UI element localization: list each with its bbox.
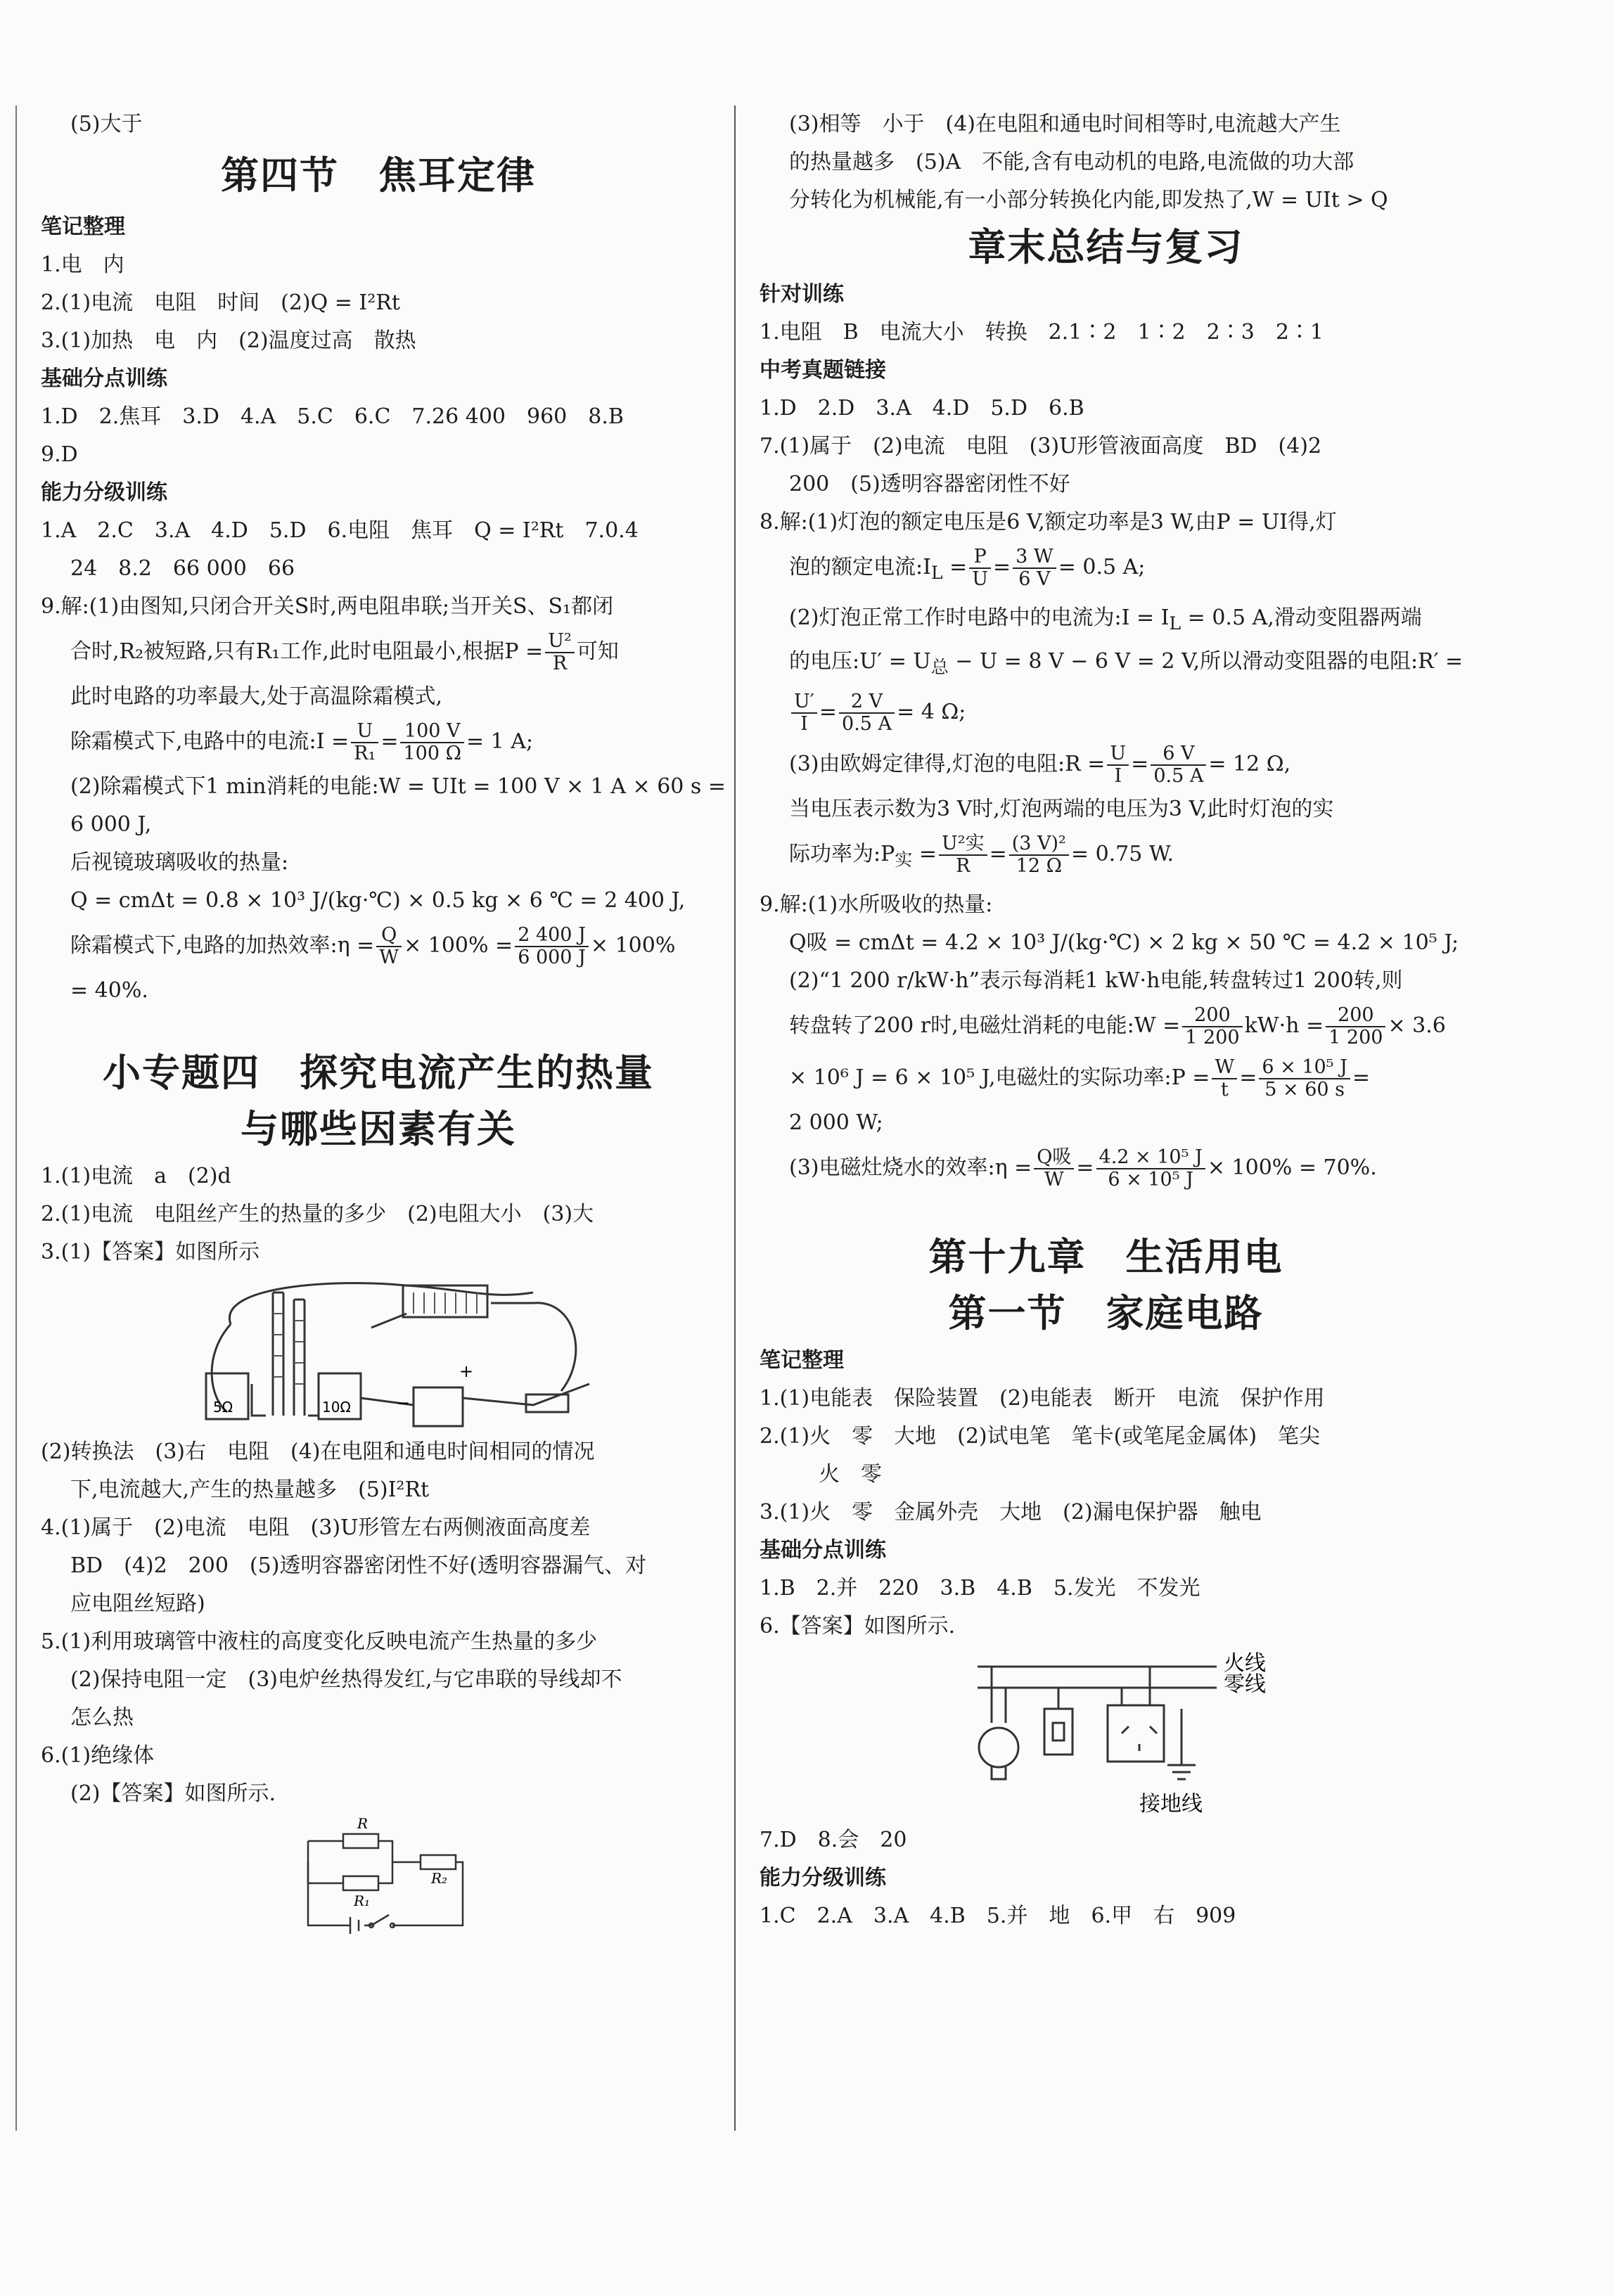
column-divider [734, 105, 736, 2131]
answer-line: (3)相等 小于 (4)在电阻和通电时间相等时,电流越大产生 [789, 112, 1341, 136]
answer-line: 1.电 内 [41, 252, 124, 277]
answer-line: 1.(1)电流 a (2)d [41, 1164, 231, 1188]
fraction: $\frac{Q}{W}$ [376, 925, 402, 968]
answer-line: 当电压表示数为3 V时,灯泡两端的电压为3 V,此时灯泡的实 [789, 797, 1334, 821]
answer-line: (3)电磁灶烧水的效率:η = $\frac{\text{Q吸}}{W}$ = $\frac{\text{4.2 × 10⁵ J}}{\text{6 × 10⁵ J}}$ × 100% = 70%. [789, 1146, 1377, 1191]
answer-line: (2)“1 200 r/kW·h”表示每消耗1 kW·h电能,转盘转过1 200转,则 [789, 968, 1403, 993]
fraction: $\frac{U}{I}$ [1107, 743, 1129, 787]
answer-line: 除霜模式下,电路中的电流:I = $\frac{U}{\text{R₁}}$ = $\frac{100 V}{100 \Omega}$ = 1 A; [70, 720, 534, 764]
answer-line: 2.(1)电流 电阻 时间 (2)Q = I²Rt [41, 290, 400, 315]
answer-line: 2.(1)电流 电阻丝产生的热量的多少 (2)电阻大小 (3)大 [41, 1202, 594, 1226]
right-column [760, 105, 1464, 1935]
fraction: $\frac{200}{1 200}$ [1182, 1005, 1242, 1048]
fraction: $\frac{6 V}{0.5 A}$ [1151, 743, 1206, 787]
basic-heading: 基础分点训练 [760, 1538, 886, 1563]
fig-label: R₁ [354, 1892, 371, 1909]
answer-line: 1.D 2.D 3.A 4.D 5.D 6.B [760, 396, 1084, 421]
target-heading: 针对训练 [760, 282, 844, 307]
fig-label: 5Ω [213, 1399, 233, 1416]
answer-line: Q吸 = cmΔt = 4.2 × 10³ J/(kg·℃) × 2 kg × 50 ℃ = 4.2 × 10⁵ J; [789, 930, 1459, 955]
ability-heading: 能力分级训练 [41, 480, 167, 505]
answer-line: 24 8.2 66 000 66 [70, 556, 295, 581]
ability-heading: 能力分级训练 [760, 1866, 886, 1890]
answer-line: BD (4)2 200 (5)透明容器密闭性不好(透明容器漏气、对 [70, 1553, 647, 1578]
notes-heading: 笔记整理 [760, 1348, 844, 1373]
answer-line: (2)灯泡正常工作时电路中的电流为:I = $I_L = 0.5$ A,滑动变阻器两端 [789, 605, 1422, 634]
basic-heading: 基础分点训练 [41, 366, 167, 391]
fraction: $\frac{100 V}{100 \Omega}$ [400, 721, 464, 764]
fraction: $\frac{\text{Q吸}}{W}$ [1034, 1147, 1074, 1191]
answer-line: 合时,R₂被短路,只有R₁工作,此时电阻最小,根据P = $\frac{\text{U²}}{R}$ 可知 [70, 630, 619, 674]
fig-label: 10Ω [322, 1399, 351, 1416]
fraction: $\frac{200}{1 200}$ [1326, 1005, 1385, 1048]
answer-line: (2)保持电阻一定 (3)电炉丝热得发红,与它串联的导线却不 [70, 1667, 622, 1692]
answer-line: 8.解:(1)灯泡的额定电压是6 V,额定功率是3 W,由P = UI得,灯 [760, 510, 1337, 534]
fraction: $\frac{3 W}{6 V}$ [1013, 546, 1056, 590]
answer-line: $\frac{U'}{I}$ = $\frac{2 V}{0.5 A}$ = 4 Ω; [760, 686, 1452, 738]
answer-line: 9.解:(1)由图知,只闭合开关S时,两电阻串联;当开关S、S₁都闭 [41, 594, 614, 619]
answer-line: 1.C 2.A 3.A 4.B 5.并 地 6.甲 右 909 [760, 1904, 1236, 1928]
answer-line: Q = cmΔt = 0.8 × 10³ J/(kg·℃) × 0.5 kg × 6 ℃ = 2 400 J, [70, 888, 686, 913]
topic-title-line2: 与哪些因素有关 [241, 1107, 516, 1151]
fig-label-ground-wire: 接地线 [1139, 1792, 1203, 1816]
fraction: $\frac{P}{U}$ [969, 546, 991, 590]
topic-title-line1: 小专题四 探究电流产生的热量 [103, 1051, 654, 1095]
answer-line: 的热量越多 (5)A 不能,含有电动机的电路,电流做的功大部 [789, 150, 1354, 174]
answer-line: 7.(1)属于 (2)电流 电阻 (3)U形管液面高度 BD (4)2 [760, 434, 1322, 458]
answer-line: 6.(1)绝缘体 [41, 1743, 155, 1768]
circuit-diagram-figure [41, 1813, 716, 1939]
answer-line: 应电阻丝短路) [70, 1591, 205, 1616]
answer-line: 6 000 J, [70, 812, 152, 837]
answer-line: 泡的额定电流$:I_L$ = $\frac{P}{U}$ = $\frac{3 W}{6 V}$ = 0.5 A; [789, 546, 1146, 590]
answer-line: 1.电阻 B 电流大小 转换 2.1∶2 1∶2 2∶3 2∶1 [760, 320, 1324, 345]
household-wiring-figure [760, 1646, 1452, 1821]
fig-label: + [459, 1361, 474, 1381]
fig-label: R₂ [431, 1870, 448, 1887]
answer-line: 1.A 2.C 3.A 4.D 5.D 6.电阻 焦耳 Q = I²Rt 7.0.4 [41, 518, 639, 543]
fraction: $\frac{2 400 J}{6 000 J}$ [515, 925, 589, 968]
chapter-title: 第十九章 生活用电 [928, 1235, 1283, 1279]
answer-line: 转盘转了200 r时,电磁灶消耗的电能:W = $\frac{200}{1 200}$ kW·h = $\frac{200}{1 200}$ × 3.6 [789, 1004, 1446, 1048]
answer-line: 9.解:(1)水所吸收的热量: [760, 892, 993, 917]
fraction: $\frac{U}{\text{R₁}}$ [351, 721, 378, 764]
answer-line: 3.(1)加热 电 内 (2)温度过高 散热 [41, 328, 416, 353]
answer-line: 的电压:U′ = $U_总 - U = 8$ V − 6 V = 2 V,所以滑动变阻器的电阻:R′ = [789, 649, 1464, 677]
answer-line: = 40%. [70, 978, 148, 1003]
answer-line: 4.(1)属于 (2)电流 电阻 (3)U形管左右两侧液面高度差 [41, 1515, 591, 1540]
left-column [41, 105, 726, 1939]
answer-line: 分转化为机械能,有一小部分转换化内能,即发热了,W = UIt > Q [789, 188, 1388, 212]
answer-line: (3)由欧姆定律得,灯泡的电阻:R = $\frac{U}{I}$ = $\frac{6 V}{0.5 A}$ = 12 Ω, [789, 743, 1291, 787]
answer-line: 9.D [41, 442, 78, 467]
notes-heading: 笔记整理 [41, 214, 125, 239]
answer-line: (2)除霜模式下1 min消耗的电能:W = UIt = 100 V × 1 A × 60 s = [70, 774, 726, 799]
exam-heading: 中考真题链接 [760, 358, 886, 383]
answer-line: 3.(1)【答案】如图所示 [41, 1240, 260, 1264]
answer-line: 此时电路的功率最大,处于高温除霜模式, [70, 684, 443, 709]
answer-line: 1.(1)电能表 保险装置 (2)电能表 断开 电流 保护作用 [760, 1386, 1325, 1411]
answer-line: 2 000 W; [789, 1110, 883, 1135]
answer-line: (5)大于 [70, 112, 143, 136]
answer-line: 6.【答案】如图所示. [760, 1614, 956, 1638]
section-title-joule-law: 第四节 焦耳定律 [221, 153, 536, 198]
fraction: $\frac{\text{4.2 × 10⁵ J}}{\text{6 × 10⁵ J}}$ [1096, 1147, 1205, 1191]
answer-line: 后视镜玻璃吸收的热量: [70, 850, 289, 875]
answer-line: 火 零 [819, 1462, 882, 1487]
answer-line: 200 (5)透明容器密闭性不好 [789, 472, 1070, 496]
experiment-apparatus-figure [41, 1271, 716, 1433]
answer-line: 1.D 2.焦耳 3.D 4.A 5.C 6.C 7.26 400 960 8.B [41, 404, 624, 429]
fraction: $\frac{W}{t}$ [1212, 1057, 1237, 1101]
answer-line: 下,电流越大,产生的热量越多 (5)I²Rt [70, 1477, 430, 1502]
fraction: $\frac{\text{6 × 10⁵ J}}{5 \times 60 s}$ [1259, 1057, 1350, 1101]
fraction: $\frac{U'}{I}$ [791, 691, 817, 735]
answer-line: (2)【答案】如图所示. [70, 1781, 276, 1806]
left-margin-rule [15, 105, 17, 2131]
fig-label-live-wire: 火线 [1224, 1651, 1266, 1676]
answer-line: (2)转换法 (3)右 电阻 (4)在电阻和通电时间相同的情况 [41, 1439, 595, 1464]
answer-line: 7.D 8.会 20 [760, 1828, 907, 1852]
fraction: $\frac{2 V}{0.5 A}$ [839, 691, 895, 735]
fraction: $\frac{\text{U²}}{R}$ [545, 631, 575, 674]
fig-label: − [396, 1393, 411, 1413]
answer-line: × 10⁶ J = 6 × 10⁵ J,电磁灶的实际功率:P = $\frac{W}{t}$ = $\frac{\text{6 × 10⁵ J}}{5 \times 60 s}$ = [789, 1056, 1371, 1101]
answer-line: 1.B 2.并 220 3.B 4.B 5.发光 不发光 [760, 1576, 1200, 1601]
fig-label-neutral-wire: 零线 [1224, 1672, 1266, 1697]
chapter-review-title: 章末总结与复习 [968, 225, 1244, 269]
fraction: $\frac{\text{U²实}}{R}$ [939, 833, 987, 877]
answer-line: 除霜模式下,电路的加热效率:η = $\frac{Q}{W}$ × 100% = $\frac{2 400 J}{6 000 J}$ × 100% [70, 924, 676, 968]
answer-line: 5.(1)利用玻璃管中液柱的高度变化反映电流产生热量的多少 [41, 1629, 598, 1654]
answer-line: 怎么热 [70, 1705, 134, 1730]
fraction: $\frac{\text{(3 V)²}}{12 \Omega}$ [1009, 833, 1069, 877]
answer-line: 2.(1)火 零 大地 (2)试电笔 笔卡(或笔尾金属体) 笔尖 [760, 1424, 1321, 1449]
section-title-household-circuit: 第一节 家庭电路 [948, 1291, 1264, 1335]
answer-line: 际功率为$:P_实$ = $\frac{\text{U²实}}{R}$ = $\frac{\text{(3 V)²}}{12 \Omega}$ = 0.75 W. [789, 833, 1174, 877]
fig-label: R [357, 1815, 369, 1832]
answer-line: 3.(1)火 零 金属外壳 大地 (2)漏电保护器 触电 [760, 1500, 1262, 1525]
